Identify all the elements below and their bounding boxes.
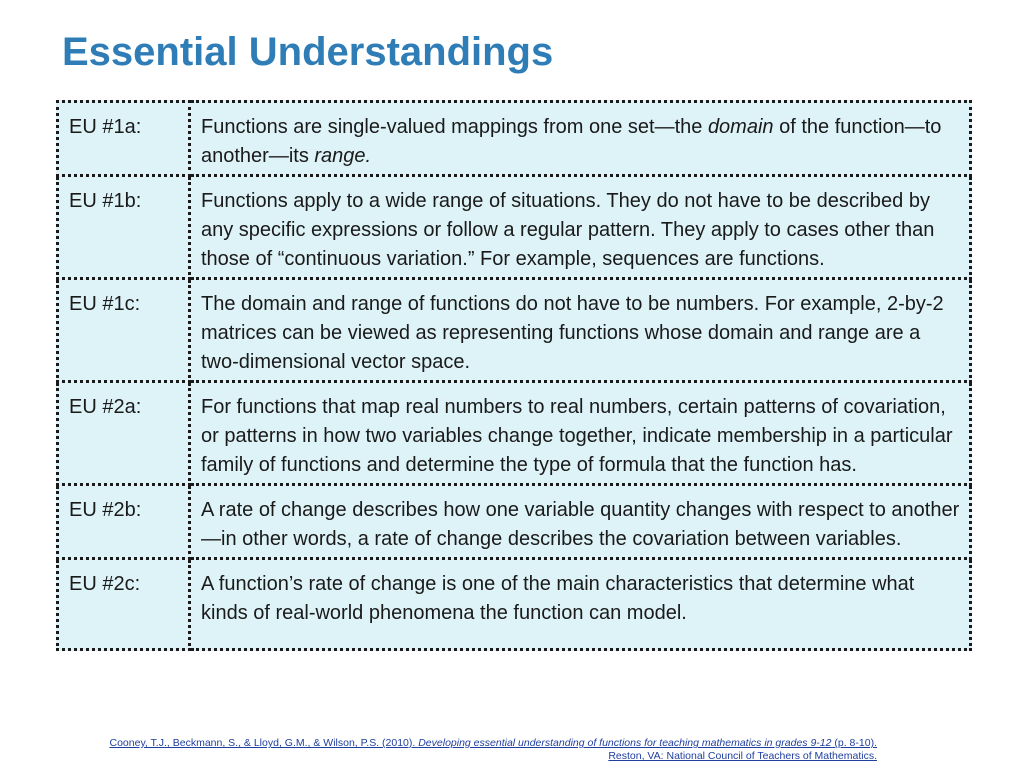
table-row	[58, 382, 971, 485]
table-row	[58, 485, 971, 559]
eu-text: Functions apply to a wide range of situations. They do not have to be described by any specific expressions or follow a regular pattern. They apply to cases other than those of “continuous variation.” For example, sequences are functions.	[190, 176, 971, 279]
eu-text: A rate of change describes how one variable quantity changes with respect to another—in other words, a rate of change describes the covariation between variables.	[190, 485, 971, 559]
text-run: Functions are single-valued mappings from one set—the	[201, 116, 708, 138]
table-row	[58, 559, 971, 650]
citation-book-title[interactable]: Developing essential understanding of functions for teaching mathematics in grades 9-12	[418, 737, 832, 749]
eu-text: A function’s rate of change is one of the main characteristics that determine what kinds of real-world phenomena the function can model.	[190, 559, 971, 650]
citation-publisher[interactable]: Reston, VA: National Council of Teachers of Mathematics.	[608, 750, 877, 762]
eu-label: EU #1a:	[58, 102, 190, 176]
eu-label: EU #2b:	[58, 485, 190, 559]
eu-text: For functions that map real numbers to real numbers, certain patterns of covariation, or patterns in how two variables change together, indicate membership in a particular family of functions and determine the type of formula that the function has.	[190, 382, 971, 485]
citation-pages[interactable]: (p. 8-10).	[831, 737, 877, 749]
table-row	[58, 102, 971, 176]
eu-label: EU #1b:	[58, 176, 190, 279]
eu-label: EU #2c:	[58, 559, 190, 650]
essential-understandings-table	[56, 100, 972, 651]
table-row	[58, 279, 971, 382]
citation[interactable]	[110, 737, 878, 763]
text-run: of the function—to another—its	[201, 116, 942, 167]
eu-label: EU #2a:	[58, 382, 190, 485]
text-run-italic: range.	[314, 145, 372, 167]
eu-text	[190, 102, 971, 176]
citation-line-1[interactable]	[110, 737, 878, 750]
slide-title: Essential Understandings	[62, 30, 554, 74]
eu-label: EU #1c:	[58, 279, 190, 382]
text-run-italic: domain	[707, 116, 774, 138]
table-row	[58, 176, 971, 279]
citation-line-2[interactable]	[110, 750, 878, 763]
eu-text: The domain and range of functions do not have to be numbers. For example, 2-by-2 matrices can be viewed as representing functions whose domain and range are a two-dimensional vector space.	[190, 279, 971, 382]
citation-authors[interactable]: Cooney, T.J., Beckmann, S., & Lloyd, G.M., & Wilson, P.S. (2010).	[109, 737, 419, 749]
